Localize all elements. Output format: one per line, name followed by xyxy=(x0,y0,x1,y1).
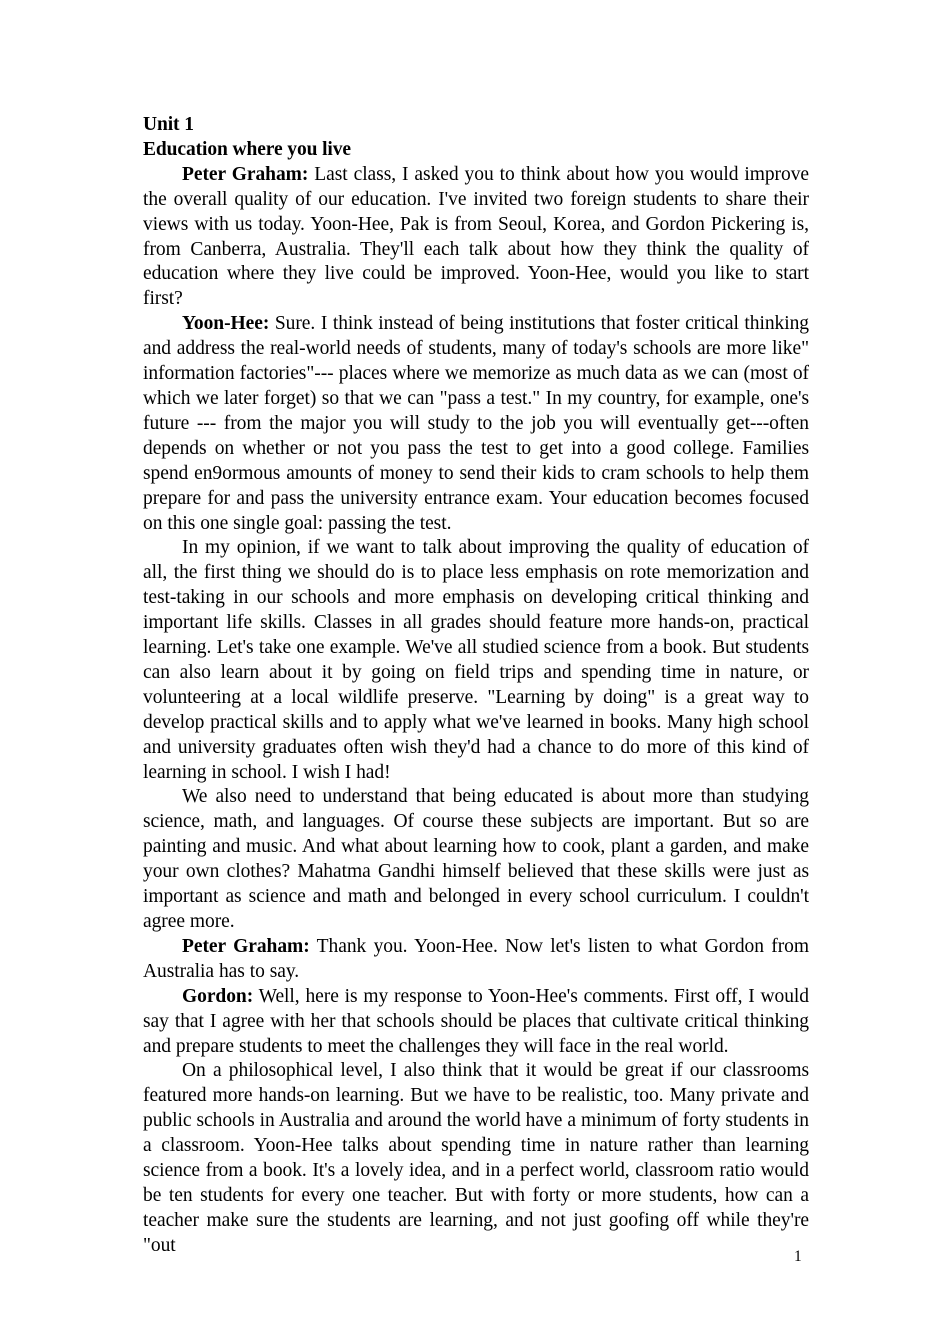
paragraph-text: Well, here is my response to Yoon-Hee's comments. First off, I would say that I agree with her that schools should be places that cultivate critical thinking and prepare students to meet the challenges they will face in the real world. xyxy=(143,985,809,1057)
paragraph-text: Thank you. Yoon-Hee. Now let's listen to what Gordon from Australia has to say. xyxy=(143,935,809,982)
paragraph-yoon-hee-opinion: In my opinion, if we want to talk about improving the quality of education of all, the first thing we should do is to place less emphasis on rote memorization and test-taking in our schools and more emphasis on developing critical thinking and important life skills. Classes in all grades should feature more hands-on, practical learning. Let's take one example. We've all studied science from a book. But students can also learn about it by going on field trips and spending time in nature, or volunteering at a local wildlife preserve. "Learning by doing" is a great way to develop practical skills and to apply what we've learned in books. Many high school and university graduates often wish they'd had a chance to do more of this kind of learning in school. I wish I had! xyxy=(143,537,809,783)
page-number: 1 xyxy=(794,1248,802,1265)
speaker-label-gordon: Gordon: xyxy=(182,985,254,1007)
lesson-title-heading: Education where you live xyxy=(143,138,351,160)
unit-heading: Unit 1 xyxy=(143,114,194,135)
paragraph-gordon-first xyxy=(143,985,809,1060)
paragraph-text: Last class, I asked you to think about how you would improve the overall quality of our education. I've invited two foreign students to share their views with us today. Yoon-Hee, Pak is from Seoul, Korea, and Gordon Pickering is, from Canberra, Australia. They'll each talk about how they think the quality of education where they live could be improved. Yoon-Hee, would you like to start first? xyxy=(143,163,810,310)
paragraph-gordon-philosophical: On a philosophical level, I also think that it would be great if our classrooms featured more hands-on learning. But we have to be realistic, too. Many private and public schools in Australia and around the world have a minimum of forty students in a classroom. Yoon-Hee talks about spending time in nature rather than learning science from a book. It's a lovely idea, and in a perfect world, classroom ratio would be ten students for every one teacher. But with forty or more students, how can a teacher make sure the students are learning, and not just goofing off while they're "out xyxy=(143,1060,809,1256)
paragraph-peter-graham-transition xyxy=(143,935,809,985)
paragraph-yoon-hee-first xyxy=(143,312,809,536)
speaker-label-peter-graham: Peter Graham: xyxy=(182,935,310,957)
paragraph-text: Sure. I think instead of being institutions that foster critical thinking and address the real-world needs of students, many of today's schools are more like" information factories"--- places where we memorize as much data as we can (most of which we later forget) so that we can "pass a test." In my country, for example, one's future --- from the major you will study to the job you will eventually get---often depends on whether or not you pass the test to get into a good college. Families spend en9ormous amounts of money to send their kids to cram schools to help them prepare for and pass the university entrance exam. Your education becomes focused on this one single goal: passing the test. xyxy=(143,313,809,534)
document-body xyxy=(143,113,809,1259)
speaker-label-yoon-hee: Yoon-Hee: xyxy=(182,313,270,335)
paragraph-peter-graham-intro xyxy=(143,163,809,312)
paragraph-yoon-hee-broader-education: We also need to understand that being educated is about more than studying science, math, and languages. Of course these subjects are important. But so are painting and music. And what about learning how to cook, plant a garden, and make your own clothes? Mahatma Gandhi himself believed that these skills were just as important as science and math and belonged in every school curriculum. I couldn't agree more. xyxy=(143,786,809,932)
speaker-label-peter-graham: Peter Graham: xyxy=(182,163,309,185)
